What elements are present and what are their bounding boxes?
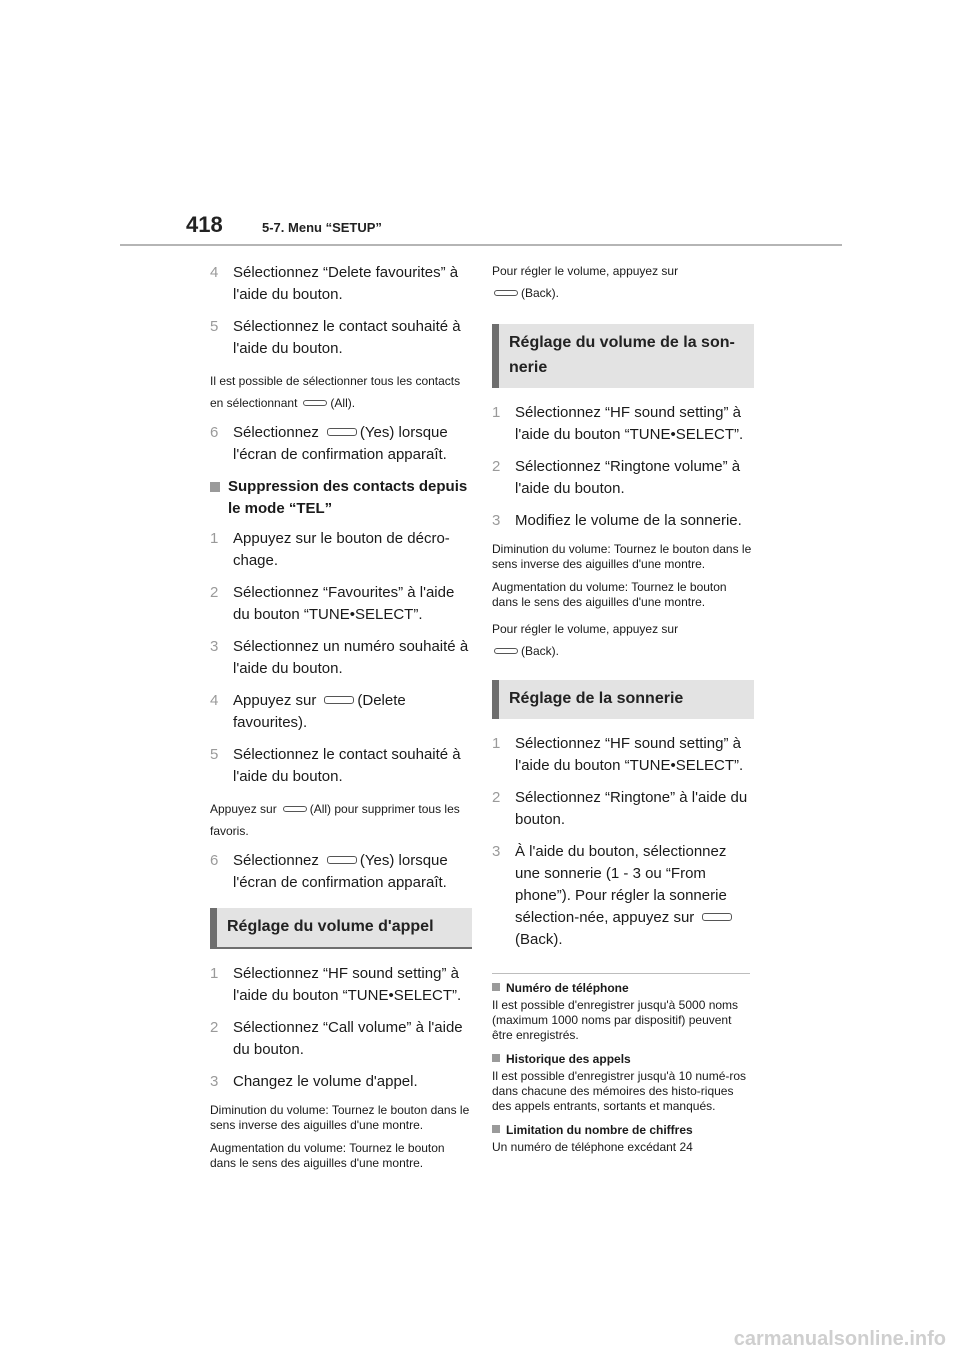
info-body: Il est possible d'enregistrer jusqu'à 5000 noms (maximum 1000 noms par dispositif) peuvent être enregistrés. [492,998,739,1042]
note-back: Pour régler le volume, appuyez sur (Back). [492,622,679,658]
step-item: 1 Sélectionnez “HF sound setting” à l'aide du bouton “TUNE•SELECT”. [492,404,744,443]
watermark: carmanualsonline.info [733,1328,946,1350]
delete-favourites-key-icon [324,696,354,704]
info-heading: Historique des appels [492,1051,754,1067]
step-item: 4 Sélectionnez “Delete favourites” à l'aide du bouton. [210,264,459,303]
square-bullet-icon [492,1125,500,1133]
square-bullet-icon [210,482,220,492]
back-key-icon [494,648,518,654]
note-volume-increase: Augmentation du volume: Tournez le bouton dans le sens des aiguilles d'une montre. [492,580,727,609]
all-key-icon [303,400,327,406]
step-item: 5 Sélectionnez le contact souhaité à l'aide du bouton. [210,746,461,785]
note-select-all: Il est possible de sélectionner tous les contacts en sélectionnant (All). [210,374,461,410]
note-back: Pour régler le volume, appuyez sur (Back). [492,264,679,300]
square-bullet-icon [492,983,500,991]
yes-key-icon [327,428,357,436]
step-item: 3 À l'aide du bouton, sélectionnez une sonnerie (1 - 3 ou “From phone”). Pour régler la sonnerie sélection-née, appuyez sur(Back). [492,841,754,951]
square-bullet-icon [492,1054,500,1062]
section-bar-call-volume: Réglage du volume d'appel [210,908,472,949]
step-item: 6 Sélectionnez (Yes) lorsque l'écran de confirmation apparaît. [210,852,448,891]
section-title: 5-7. Menu “SETUP” [262,220,382,235]
header-rule [120,244,842,246]
info-heading: Limitation du nombre de chiffres [492,1122,754,1138]
note-volume-decrease: Diminution du volume: Tournez le bouton dans le sens inverse des aiguilles d'une montre. [492,542,752,571]
step-item: 2 Sélectionnez “Call volume” à l'aide du bouton. [210,1019,463,1058]
step-item: 3 Changez le volume d'appel. [210,1073,418,1090]
step-item: 2 Sélectionnez “Ringtone” à l'aide du bouton. [492,789,748,828]
step-item: 2 Sélectionnez “Ringtone volume” à l'aide du bouton. [492,458,741,497]
step-item: 1 Sélectionnez “HF sound setting” à l'aide du bouton “TUNE•SELECT”. [210,965,462,1004]
step-item: 3 Sélectionnez un numéro souhaité à l'aide du bouton. [210,638,469,677]
back-key-icon [702,913,732,921]
section-bar-ringtone-volume: Réglage du volume de la son-nerie [492,324,754,388]
left-column [210,256,472,1179]
right-column [492,256,754,1163]
step-item: 5 Sélectionnez le contact souhaité à l'aide du bouton. [210,318,461,357]
all-key-icon [283,806,307,812]
info-heading: Numéro de téléphone [492,980,754,996]
note-volume-decrease: Diminution du volume: Tournez le bouton dans le sens inverse des aiguilles d'une montre. [210,1103,470,1132]
step-item: 1 Appuyez sur le bouton de décro-chage. [210,530,450,569]
info-body: Il est possible d'enregistrer jusqu'à 10 numé-ros dans chacune des mémoires des histo-riques des appels entrants, sortants et manqués. [492,1069,747,1113]
step-item: 2 Sélectionnez “Favourites” à l'aide du bouton “TUNE•SELECT”. [210,584,455,623]
step-item: 4 Appuyez sur (Delete favourites). [210,692,406,731]
info-divider [492,973,750,974]
page-number: 418 [186,212,223,237]
step-item: 6 Sélectionnez (Yes) lorsque l'écran de confirmation apparaît. [210,424,448,463]
back-key-icon [494,290,518,296]
note-delete-all-favourites: Appuyez sur (All) pour supprimer tous les favoris. [210,802,460,838]
note-volume-increase: Augmentation du volume: Tournez le bouton dans le sens des aiguilles d'une montre. [210,1141,445,1170]
step-item: 3 Modifiez le volume de la sonnerie. [492,512,742,529]
info-body: Un numéro de téléphone excédant 24 [492,1140,693,1154]
yes-key-icon [327,856,357,864]
subheading-tel-mode: Suppression des contacts depuis le mode “TEL” [210,476,472,520]
step-item: 1 Sélectionnez “HF sound setting” à l'aide du bouton “TUNE•SELECT”. [492,735,744,774]
section-bar-ringtone: Réglage de la sonnerie [492,680,754,719]
